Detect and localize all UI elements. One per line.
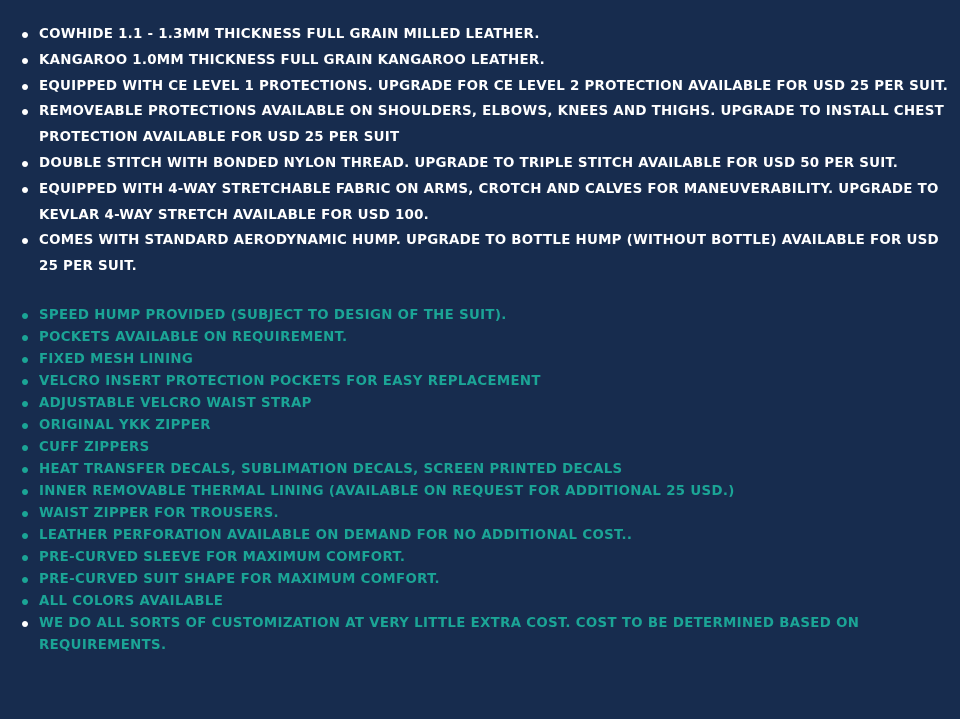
list-item xyxy=(18,481,950,503)
bullet-icon xyxy=(22,577,28,583)
list-item xyxy=(18,22,950,48)
bullet-icon xyxy=(22,58,28,64)
bullet-icon xyxy=(22,533,28,539)
list-item xyxy=(18,459,950,481)
bullet-icon xyxy=(22,467,28,473)
list-item xyxy=(18,228,950,280)
feature-text: SPEED HUMP PROVIDED (SUBJECT TO DESIGN OF THE SUIT). xyxy=(39,307,507,323)
spec-text: EQUIPPED WITH CE LEVEL 1 PROTECTIONS. UPGRADE FOR CE LEVEL 2 PROTECTION AVAILABLE FOR USD 25 PER SUIT. xyxy=(39,78,949,94)
bullet-icon xyxy=(22,109,28,115)
feature-text: INNER REMOVABLE THERMAL LINING (AVAILABLE ON REQUEST FOR ADDITIONAL 25 USD.) xyxy=(39,483,735,499)
bullet-icon xyxy=(22,401,28,407)
spec-text: COMES WITH STANDARD AERODYNAMIC HUMP. UPGRADE TO BOTTLE HUMP (WITHOUT BOTTLE) AVAILABLE FOR USD 25 PER SUIT. xyxy=(39,233,939,275)
bullet-icon xyxy=(22,84,28,90)
list-item xyxy=(18,305,950,327)
bullet-icon xyxy=(22,379,28,385)
bullet-icon xyxy=(22,555,28,561)
list-item xyxy=(18,371,950,393)
feature-text: VELCRO INSERT PROTECTION POCKETS FOR EASY REPLACEMENT xyxy=(39,373,541,389)
list-item xyxy=(18,177,950,229)
bullet-icon xyxy=(22,489,28,495)
list-item xyxy=(18,437,950,459)
list-item xyxy=(18,48,950,74)
feature-text: ADJUSTABLE VELCRO WAIST STRAP xyxy=(39,395,312,411)
bullet-icon xyxy=(22,423,28,429)
bullet-icon xyxy=(22,32,28,38)
feature-text: WAIST ZIPPER FOR TROUSERS. xyxy=(39,505,279,521)
spec-text: DOUBLE STITCH WITH BONDED NYLON THREAD. UPGRADE TO TRIPLE STITCH AVAILABLE FOR USD 50 PER SUIT. xyxy=(39,155,899,171)
spec-text: EQUIPPED WITH 4-WAY STRETCHABLE FABRIC ON ARMS, CROTCH AND CALVES FOR MANEUVERABILITY. UPGRADE TO KEVLAR 4-WAY STRETCH AVAILABLE FOR USD 100. xyxy=(39,181,939,223)
list-item xyxy=(18,547,950,569)
bullet-icon xyxy=(22,187,28,193)
feature-text: PRE-CURVED SLEEVE FOR MAXIMUM COMFORT. xyxy=(39,549,406,565)
list-item xyxy=(18,569,950,591)
feature-text: HEAT TRANSFER DECALS, SUBLIMATION DECALS, SCREEN PRINTED DECALS xyxy=(39,461,623,477)
bullet-icon xyxy=(22,357,28,363)
feature-text: ALL COLORS AVAILABLE xyxy=(39,593,224,609)
list-item xyxy=(18,503,950,525)
spec-text: KANGAROO 1.0MM THICKNESS FULL GRAIN KANGAROO LEATHER. xyxy=(39,52,545,68)
list-item xyxy=(18,327,950,349)
bullet-icon xyxy=(22,238,28,244)
spec-text: COWHIDE 1.1 - 1.3MM THICKNESS FULL GRAIN MILLED LEATHER. xyxy=(39,27,540,42)
feature-text: POCKETS AVAILABLE ON REQUIREMENT. xyxy=(39,329,348,345)
bullet-icon xyxy=(22,161,28,167)
list-item xyxy=(18,74,950,100)
list-item xyxy=(18,613,950,657)
list-item xyxy=(18,349,950,371)
list-item xyxy=(18,393,950,415)
list-item xyxy=(18,99,950,151)
bullet-icon xyxy=(22,445,28,451)
bullet-icon xyxy=(22,511,28,517)
feature-text: WE DO ALL SORTS OF CUSTOMIZATION AT VERY LITTLE EXTRA COST. COST TO BE DETERMINED BASED ON REQUIREMENTS. xyxy=(39,615,860,653)
list-item xyxy=(18,591,950,613)
spec-text: REMOVEABLE PROTECTIONS AVAILABLE ON SHOULDERS, ELBOWS, KNEES AND THIGHS. UPGRADE TO INSTALL CHEST PROTECTION AVAILABLE FOR USD 25 PER SUIT xyxy=(39,104,944,146)
list-item xyxy=(18,415,950,437)
bullet-icon xyxy=(22,313,28,319)
bullet-icon xyxy=(22,335,28,341)
feature-text: PRE-CURVED SUIT SHAPE FOR MAXIMUM COMFORT. xyxy=(39,571,440,587)
feature-text: ORIGINAL YKK ZIPPER xyxy=(39,417,211,433)
feature-list xyxy=(18,305,950,657)
spec-list xyxy=(18,22,950,280)
list-item xyxy=(18,151,950,177)
bullet-icon xyxy=(22,599,28,605)
feature-text: LEATHER PERFORATION AVAILABLE ON DEMAND FOR NO ADDITIONAL COST.. xyxy=(39,527,633,543)
bullet-icon xyxy=(22,621,28,627)
feature-text: CUFF ZIPPERS xyxy=(39,439,150,455)
list-item xyxy=(18,525,950,547)
feature-text: FIXED MESH LINING xyxy=(39,351,194,367)
